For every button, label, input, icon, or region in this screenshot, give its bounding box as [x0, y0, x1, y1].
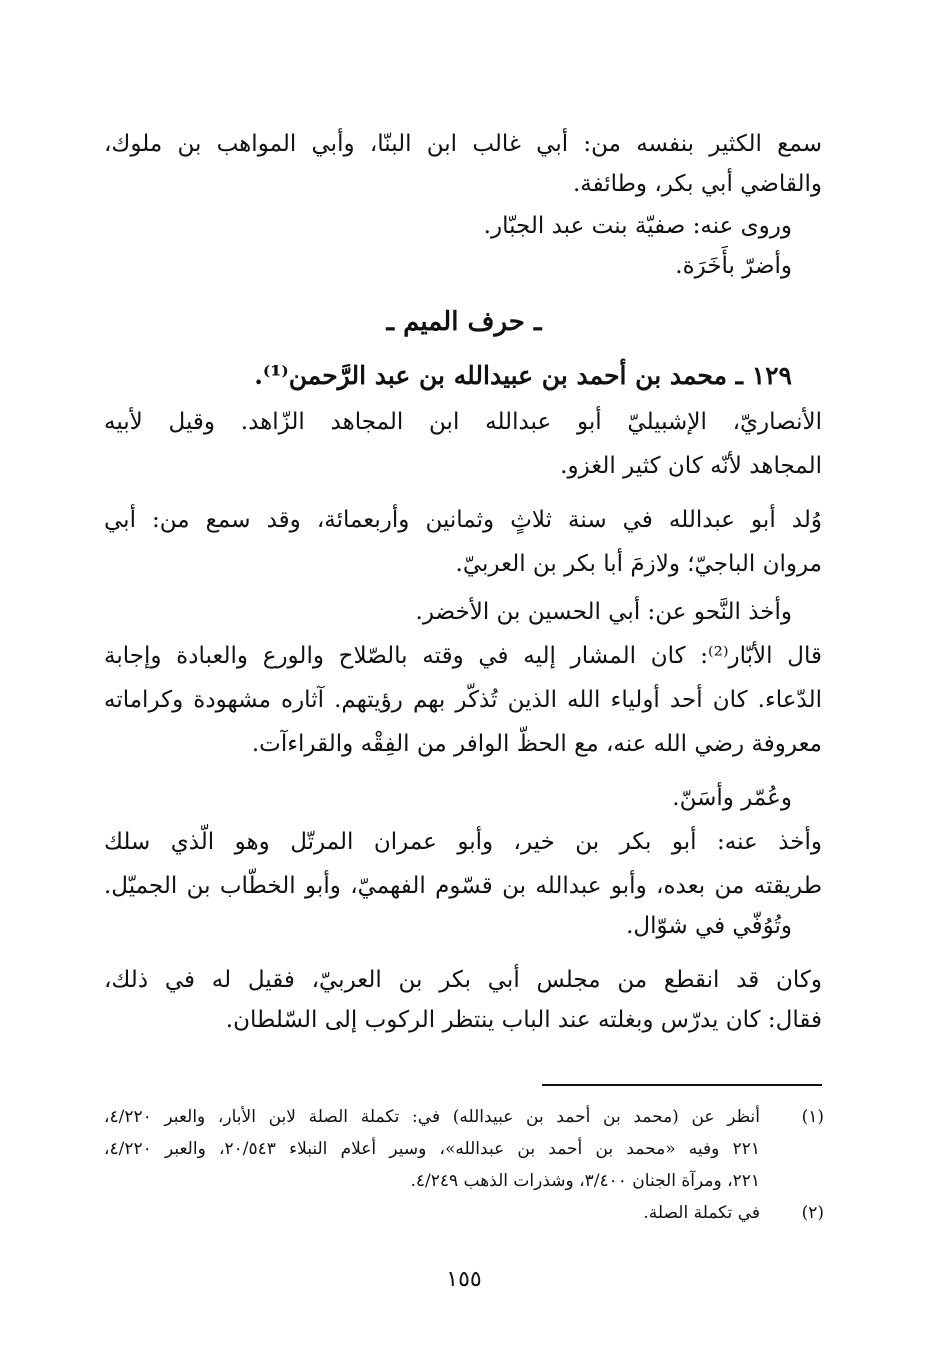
- body-line: وتُوُفّي في شوّال.: [626, 913, 792, 939]
- body-line: مروان الباجيّ؛ ولازمَ أبا بكر بن العربيّ.: [455, 551, 822, 577]
- body-line: وأضرّ بأَخَرَة.: [675, 253, 792, 279]
- section-heading: ـ حرف الميم ـ: [386, 307, 542, 337]
- footnote-separator: [542, 1084, 822, 1086]
- body-line: والقاضي أبي بكر، وطائفة.: [572, 171, 822, 197]
- body-line: المجاهد لأنّه كان كثير الغزو.: [560, 453, 822, 479]
- body-line: وكان قد انقطع من مجلس أبي بكر بن العربيّ، فقيل له في ذلك،: [104, 967, 822, 993]
- footnote-number: (١): [801, 1107, 824, 1127]
- footnote-line: ٢٢١ وفيه «محمد بن أحمد بن عبدالله»، وسير أعلام النبلاء ٢٠/٥٤٣، والعبر ٤/٢٢٠،: [104, 1139, 760, 1159]
- body-line: سمع الكثير بنفسه من: أبي غالب ابن البنّا، وأبي المواهب بن ملوك،: [104, 131, 822, 157]
- body-line: معروفة رضي الله عنه، مع الحظّ الوافر من الفِقْه والقراءآت.: [251, 731, 822, 757]
- body-line: فقال: كان يدرّس وبغلته عند الباب ينتظر الركوب إلى السّلطان.: [225, 1007, 822, 1033]
- body-line: وأخذ عنه: أبو بكر بن خير، وأبو عمران المرتّل وهو الّذي سلك: [104, 829, 822, 855]
- footnote-line: في تكملة الصلة.: [643, 1203, 760, 1223]
- page-number: ١٥٥: [446, 1267, 482, 1292]
- entry-title: ١٢٩ ـ محمد بن أحمد بن عبيدالله بن عبد الرَّحمن⁽¹⁾.: [254, 361, 792, 390]
- footnote-line: أنظر عن (محمد بن أحمد بن عبيدالله) في: تكملة الصلة لابن الأبار، والعبر ٤/٢٢٠،: [104, 1107, 760, 1127]
- footnote-line: ٢٢١، ومرآة الجنان ٣/٤٠٠، وشذرات الذهب ٤/٢٤٩.: [410, 1171, 760, 1191]
- footnote-number: (٢): [801, 1203, 824, 1223]
- body-line: الأنصاريّ، الإشبيليّ أبو عبدالله ابن المجاهد الزّاهد. وقيل لأبيه: [104, 409, 822, 435]
- body-line: وُلد أبو عبدالله في سنة ثلاثٍ وثمانين وأربعمائة، وقد سمع من: أبي: [104, 507, 822, 533]
- body-line: قال الأبّار⁽²⁾: كان المشار إليه في وقته بالصّلاح والورع والعبادة وإجابة: [104, 643, 822, 669]
- body-line: طريقته من بعده، وأبو عبدالله بن قسّوم الفهميّ، وأبو الخطّاب بن الجميّل.: [104, 873, 822, 899]
- body-line: الدّعاء. كان أحد أولياء الله الذين تُذكّر بهم رؤيتهم. آثاره مشهودة وكراماته: [104, 687, 822, 713]
- body-line: وأخذ النَّحو عن: أبي الحسين بن الأخضر.: [415, 599, 792, 625]
- body-line: وعُمّر وأسَنّ.: [672, 785, 792, 811]
- body-line: وروى عنه: صفيّة بنت عبد الجبّار.: [483, 213, 792, 239]
